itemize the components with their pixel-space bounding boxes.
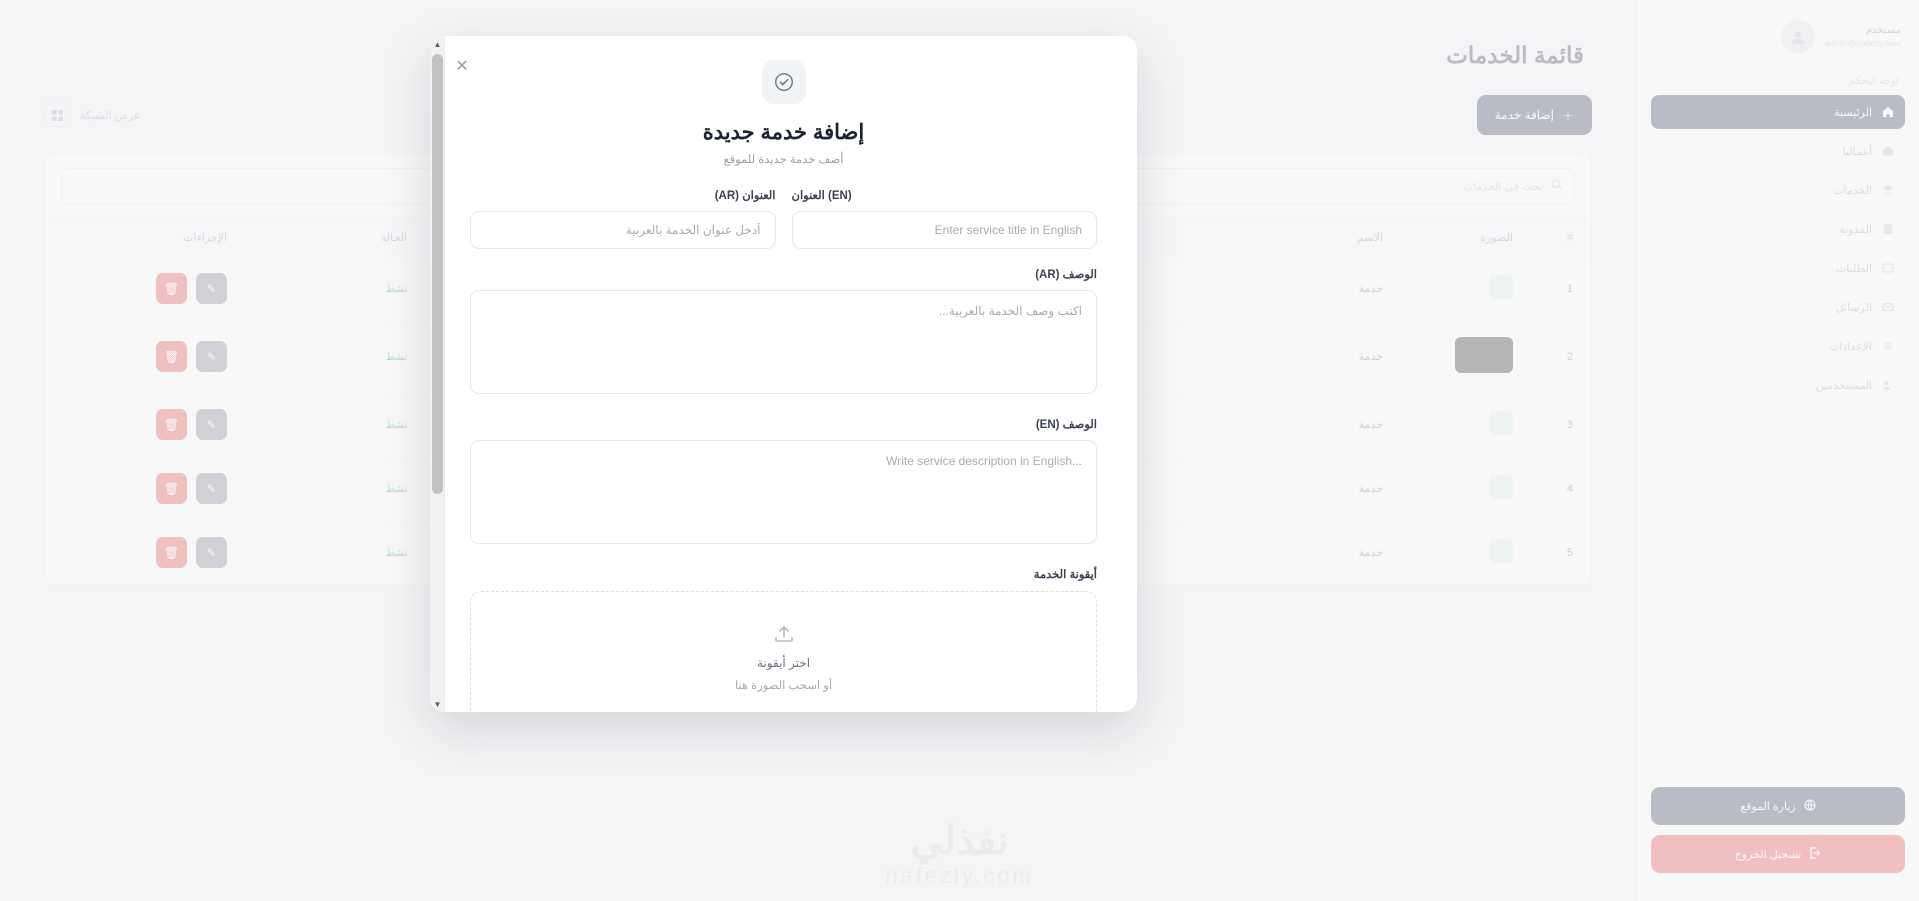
triangle-up-icon[interactable]: ▲	[430, 36, 445, 52]
icon-dropzone-primary: اختر أيقونة	[756, 655, 811, 670]
desc-ar-label: الوصف (AR)	[1035, 269, 1097, 281]
title-ar-input[interactable]	[470, 211, 776, 249]
service-icon-label: أيقونة الخدمة	[1033, 569, 1097, 581]
close-icon[interactable]: ✕	[455, 58, 469, 75]
desc-ar-textarea[interactable]	[470, 290, 1097, 394]
modal-subtitle: أضف خدمة جديدة للموقع	[723, 154, 844, 166]
title-ar-field	[470, 188, 776, 249]
check-circle-icon	[762, 60, 806, 104]
desc-en-field	[470, 417, 1097, 549]
upload-icon	[772, 621, 796, 648]
modal-body	[430, 36, 1137, 712]
desc-en-label: الوصف (EN)	[1035, 419, 1097, 431]
scrollbar-thumb[interactable]	[432, 54, 443, 494]
title-en-field	[792, 188, 1098, 249]
icon-dropzone[interactable]	[470, 591, 1097, 712]
desc-en-textarea[interactable]	[470, 440, 1097, 544]
add-service-modal	[430, 36, 1137, 712]
modal-scrollbar[interactable]	[430, 36, 445, 712]
modal-title: إضافة خدمة جديدة	[702, 121, 865, 144]
desc-ar-field	[470, 267, 1097, 399]
triangle-down-icon[interactable]: ▼	[430, 696, 445, 712]
service-icon-field	[470, 567, 1097, 712]
title-en-label: العنوان (EN)	[791, 190, 852, 202]
icon-dropzone-secondary: أو اسحب الصورة هنا	[734, 679, 833, 692]
title-en-input[interactable]	[792, 211, 1098, 249]
title-fields-row	[470, 188, 1097, 249]
title-ar-label: العنوان (AR)	[714, 190, 776, 202]
